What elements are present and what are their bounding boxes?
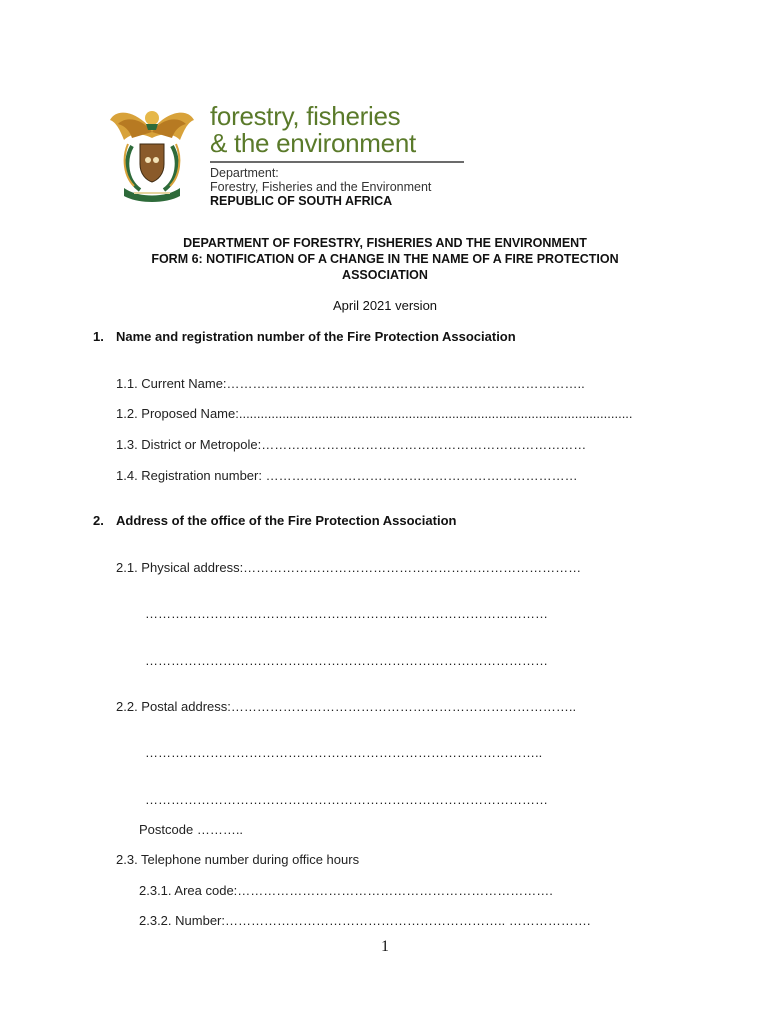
field-physical-address-line-3[interactable]: ………………………………………………………………………………… (145, 653, 548, 668)
section-2-number: 2. (93, 513, 104, 528)
doc-title-line-2: FORM 6: NOTIFICATION OF A CHANGE IN THE NAME OF A FIRE PROTECTION (151, 252, 619, 266)
field-postcode[interactable]: Postcode ……….. (139, 822, 244, 837)
section-2-title: Address of the office of the Fire Protection Association (116, 513, 457, 528)
telephone-heading: 2.3. Telephone number during office hours (116, 852, 360, 867)
brand-line-1: forestry, fisheries (210, 101, 401, 131)
doc-version: April 2021 version (332, 298, 438, 313)
field-postal-address-line-2[interactable]: ……………………………………………………………………………….. (145, 745, 543, 760)
field-physical-address-line-2[interactable]: ………………………………………………………………………………… (145, 606, 548, 621)
department-label: Department: (210, 166, 279, 180)
coat-of-arms-logo (106, 100, 198, 208)
field-district-metropole[interactable]: 1.3. District or Metropole:………………………………………………………………… (116, 437, 587, 452)
field-current-name[interactable]: 1.1. Current Name:……………………………………………………………………….. (116, 376, 585, 391)
field-registration-number[interactable]: 1.4. Registration number: ……………………………………………………………… (116, 468, 578, 483)
page-number: 1 (381, 938, 389, 955)
header-divider (210, 161, 464, 163)
doc-title-line-1: DEPARTMENT OF FORESTRY, FISHERIES AND THE ENVIRONMENT (183, 236, 587, 250)
section-1-heading (93, 329, 516, 344)
doc-title-line-3: ASSOCIATION (342, 268, 428, 282)
field-postal-address[interactable]: 2.2. Postal address:…………………………………………………………………….. (116, 699, 577, 714)
section-1-number: 1. (93, 329, 104, 344)
department-name: Forestry, Fisheries and the Environment (210, 180, 432, 194)
field-area-code[interactable]: 2.3.1. Area code:………………………………………………………………. (139, 883, 553, 898)
field-telephone-number[interactable]: 2.3.2. Number:……………………………………………………….. ………………. (139, 913, 591, 928)
section-2-heading (93, 513, 456, 528)
country-name: REPUBLIC OF SOUTH AFRICA (210, 194, 393, 208)
section-1-title: Name and registration number of the Fire Protection Association (116, 329, 516, 344)
field-proposed-name[interactable]: 1.2. Proposed Name:............................................................................................................. (116, 406, 633, 421)
field-postal-address-line-3[interactable]: ………………………………………………………………………………… (145, 792, 548, 807)
field-physical-address[interactable]: 2.1. Physical address:…………………………………………………………………… (116, 560, 582, 575)
brand-line-2: & the environment (210, 128, 416, 158)
